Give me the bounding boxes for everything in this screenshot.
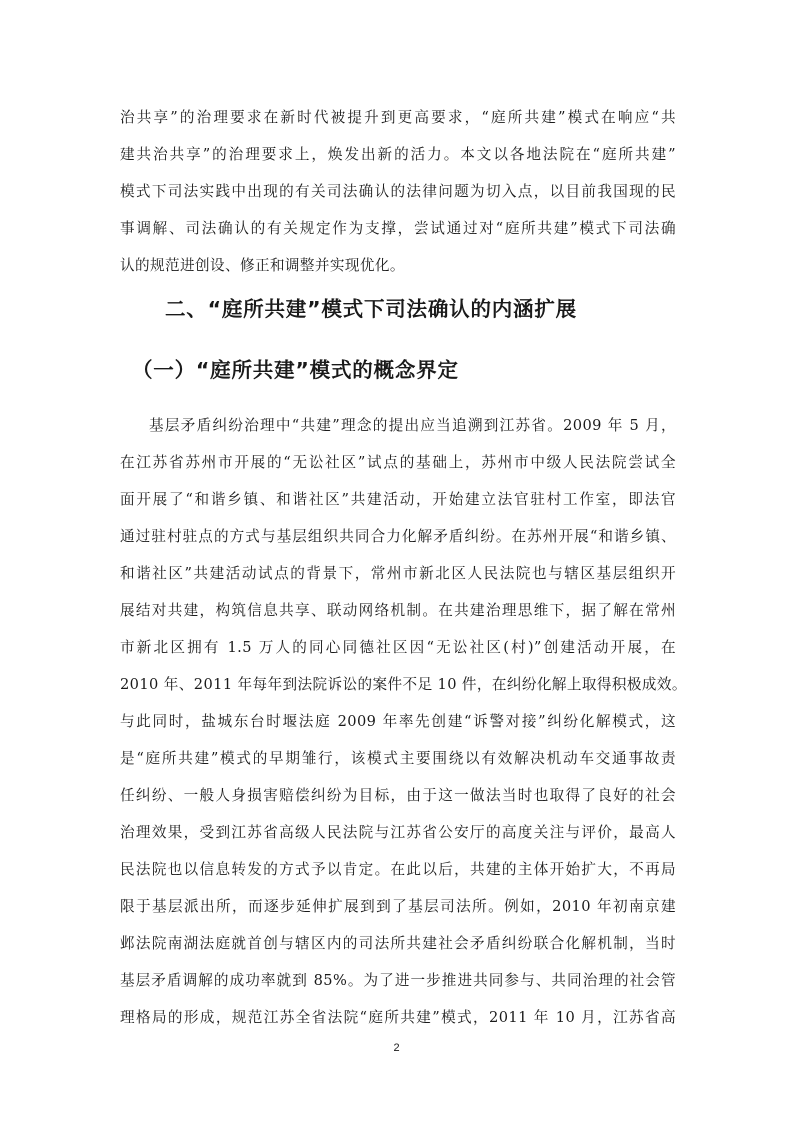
text-line: 民法院也以信息转发的方式予以肯定。在此以后，共建的主体开始扩大，不再局 [120,861,676,878]
text-line: 任纠纷、一般人身损害赔偿纠纷为目标，由于这一做法当时也取得了良好的社会 [120,787,676,804]
text-line: 是“庭所共建”模式的早期雏行，该模式主要围绕以有效解决机动车交通事故责 [120,750,676,767]
text-line: 治理效果，受到江苏省高级人民法院与江苏省公安厅的高度关注与评价，最高人 [120,824,676,841]
text-line: 通过驻村驻点的方式与基层组织共同合力化解矛盾纠纷。在苏州开展“和谐乡镇、 [120,528,676,545]
text-line: 市新北区拥有 1.5 万人的同心同德社区因“无讼社区(村)”创建活动开展，在 [120,639,676,656]
text-line: 基层矛盾纠纷治理中“共建”理念的提出应当追溯到江苏省。2009 年 5 月， [149,417,676,434]
subsection-heading: （一）“庭所共建”模式的概念界定 [132,358,459,382]
text-line: 2010 年、2011 年每年到法院诉讼的案件不足 10 件，在纠纷化解上取得积极成效。 [120,676,687,693]
section-heading: 二、“庭所共建”模式下司法确认的内涵扩展 [165,297,577,321]
text-line: 限于基层派出所，而逐步延伸扩展到到了基层司法所。例如，2010 年初南京建 [120,898,676,915]
text-line: 邺法院南湖法庭就首创与辖区内的司法所共建社会矛盾纠纷联合化解机制，当时 [120,935,676,952]
text-line: 建共治共享”的治理要求上，焕发出新的活力。本文以各地法院在“庭所共建” [120,146,676,163]
text-line: 模式下司法实践中出现的有关司法确认的法律问题为切入点，以目前我国现的民 [120,183,676,200]
text-line: 治共享”的治理要求在新时代被提升到更高要求，“庭所共建”模式在响应“共 [120,109,676,126]
text-line: 基层矛盾调解的成功率就到 85%。为了进一步推进共同参与、共同治理的社会管 [120,972,676,989]
text-line: 面开展了“和谐乡镇、和谐社区”共建活动，开始建立法官驻村工作室，即法官 [120,491,676,508]
text-line: 理格局的形成，规范江苏全省法院“庭所共建”模式，2011 年 10 月，江苏省高 [120,1009,676,1026]
text-line: 在江苏省苏州市开展的“无讼社区”试点的基础上，苏州市中级人民法院尝试全 [120,454,676,471]
text-line: 认的规范进创设、修正和调整并实现优化。 [120,257,405,274]
text-line: 与此同时，盐城东台时堰法庭 2009 年率先创建“诉警对接”纠纷化解模式，这 [120,713,676,730]
page-number: 2 [393,1042,400,1054]
text-line: 和谐社区”共建活动试点的背景下，常州市新北区人民法院也与辖区基层组织开 [120,565,676,582]
text-line: 展结对共建，构筑信息共享、联动网络机制。在共建治理思维下，据了解在常州 [120,602,676,619]
text-line: 事调解、司法确认的有关规定作为支撑，尝试通过对“庭所共建”模式下司法确 [120,220,676,237]
